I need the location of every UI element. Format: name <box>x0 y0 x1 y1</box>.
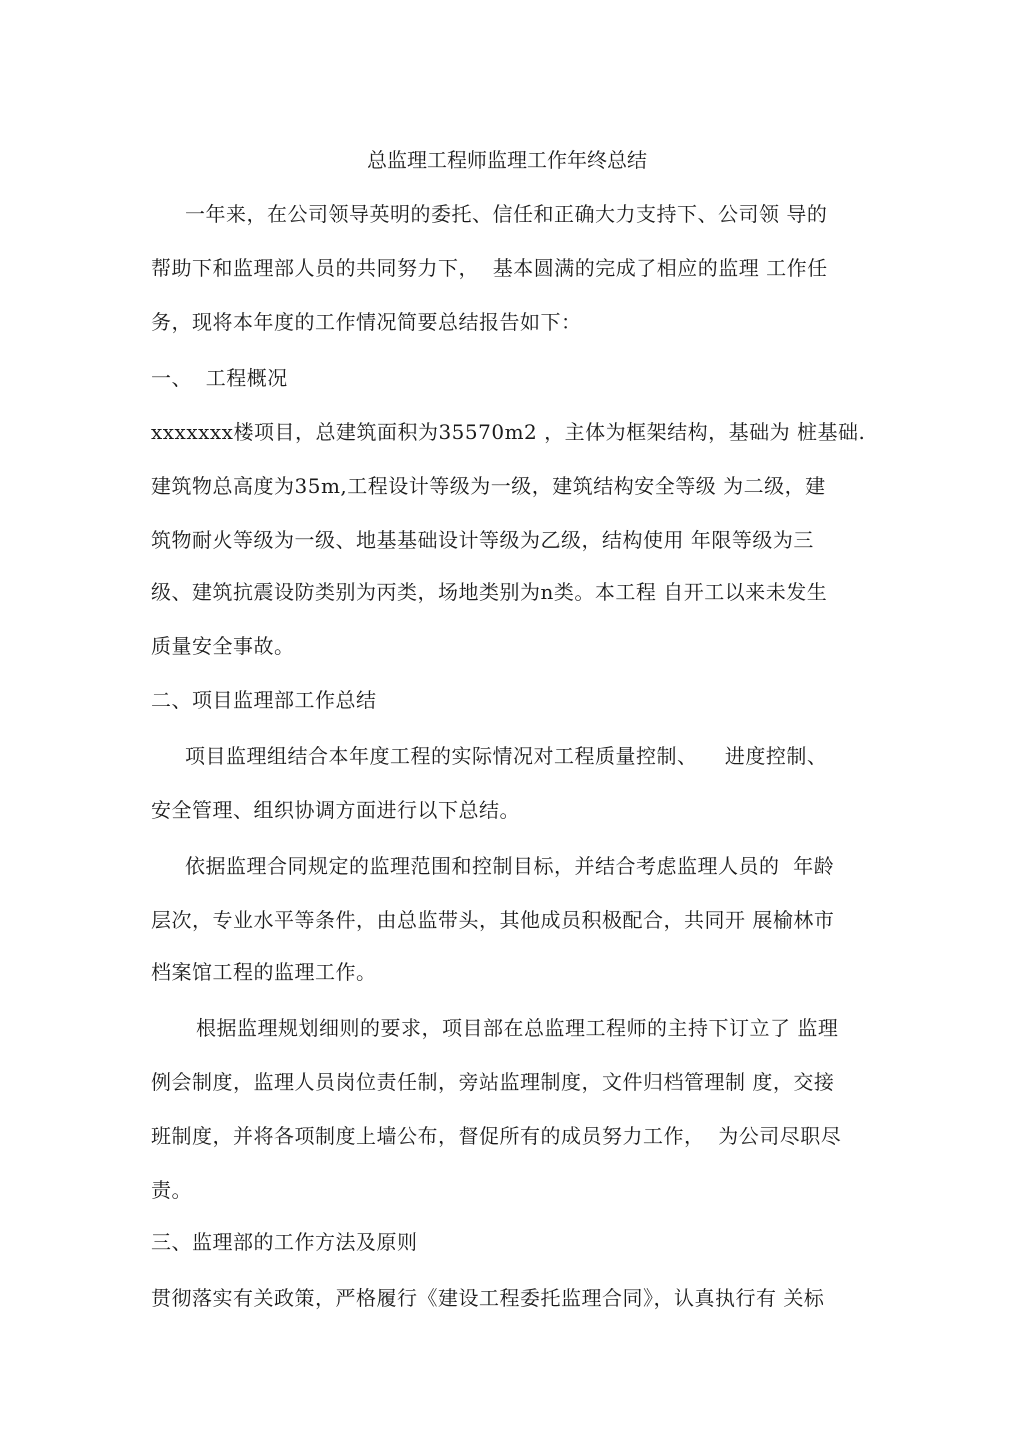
paragraph-line: 务，现将本年度的工作情况简要总结报告如下： <box>151 310 582 334</box>
paragraph-line: 层次，专业水平等条件，由总监带头，其他成员积极配合，共同开 展榆林市 <box>151 908 835 932</box>
paragraph-line: 根据监理规划细则的要求，项目部在总监理工程师的主持下订立了 监理 <box>196 1016 839 1040</box>
paragraph-line: 帮助下和监理部人员的共同努力下， 基本圆满的完成了相应的监理 工作任 <box>151 256 828 280</box>
paragraph-line: 建筑物总高度为35m,工程设计等级为一级，建筑结构安全等级 为二级，建 <box>151 474 826 498</box>
paragraph-line: 贯彻落实有关政策，严格履行《建设工程委托监理合同》，认真执行有 关标 <box>151 1286 825 1310</box>
paragraph-line: 依据监理合同规定的监理范围和控制目标，并结合考虑监理人员的 年龄 <box>185 854 835 878</box>
paragraph-line: 班制度，并将各项制度上墙公布，督促所有的成员努力工作， 为公司尽职尽 <box>151 1124 842 1148</box>
paragraph-line: 项目监理组结合本年度工程的实际情况对工程质量控制、 进度控制、 <box>185 744 828 768</box>
paragraph-line: 筑物耐火等级为一级、地基基础设计等级为乙级，结构使用 年限等级为三 <box>151 528 814 552</box>
paragraph-line: 级、建筑抗震设防类别为丙类，场地类别为n类。本工程 自开工以来未发生 <box>151 580 828 604</box>
paragraph-line: 一年来，在公司领导英明的委托、信任和正确大力支持下、公司领 导的 <box>185 202 828 226</box>
paragraph-line: 责。 <box>151 1178 192 1202</box>
page-title: 总监理工程师监理工作年终总结 <box>367 148 647 172</box>
paragraph-line: xxxxxxx楼项目，总建筑面积为35570m2 ，主体为框架结构，基础为 桩基础. <box>151 420 866 444</box>
section-heading: 二、项目监理部工作总结 <box>151 688 377 712</box>
paragraph-line: 安全管理、组织协调方面进行以下总结。 <box>151 798 520 822</box>
paragraph-line: 质量安全事故。 <box>151 634 295 658</box>
paragraph-line: 例会制度，监理人员岗位责任制，旁站监理制度，文件归档管理制 度，交接 <box>151 1070 835 1094</box>
paragraph-line: 档案馆工程的监理工作。 <box>151 960 377 984</box>
section-heading: 三、监理部的工作方法及原则 <box>151 1230 418 1254</box>
section-heading: 一、 工程概况 <box>151 366 288 390</box>
